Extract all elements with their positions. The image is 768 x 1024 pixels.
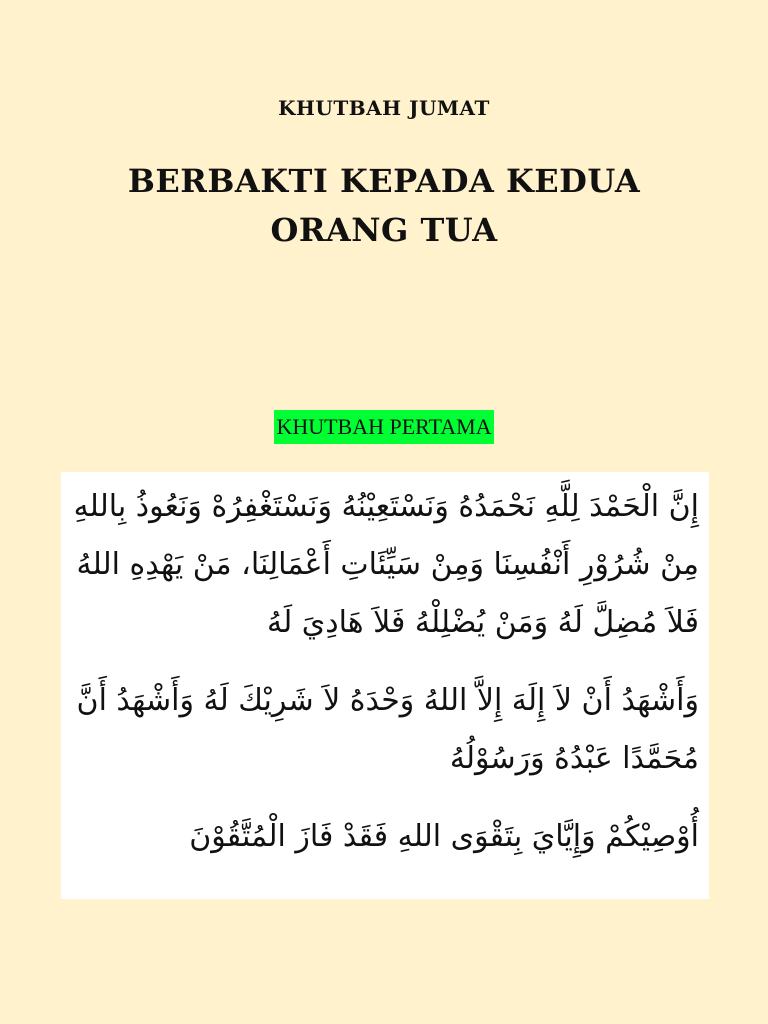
title-line-1: BERBAKTI KEPADA KEDUA (127, 162, 641, 200)
arabic-paragraph-2: وَأَشْهَدُ أَنْ لاَ إِلَهَ إِلاَّ اللهُ وَحْدَهُ لاَ شَرِيْكَ لَهُ وَأَشْهَدُ أَنَّ مُحَمَّدًا عَبْدُهُ وَرَسُوْلُهُ (76, 683, 699, 776)
title-line-2: ORANG TUA (270, 211, 498, 249)
document-subtitle: KHUTBAH JUMAT (278, 96, 490, 120)
section-label-highlight: KHUTBAH PERTAMA (274, 410, 493, 444)
section-heading (0, 410, 768, 444)
arabic-paragraph-3: أُوْصِيْكُمْ وَإِيَّايَ بِتَقْوَى اللهِ فَقَدْ فَازَ الْمُتَّقُوْنَ (189, 819, 699, 854)
document-title (0, 157, 768, 255)
arabic-text-box (61, 472, 709, 899)
arabic-paragraph-1: إِنَّ الْحَمْدَ لِلَّهِ نَحْمَدُهُ وَنَسْتَعِيْنُهُ وَنَسْتَغْفِرُهْ وَنَعُوذُ بِاللهِ مِنْ شُرُوْرِ أَنْفُسِنَا وَمِنْ سَيِّئَاتِ أَعْمَالِنَا، مَنْ يَهْدِهِ اللهُ فَلاَ مُضِلَّ لَهُ وَمَنْ يُضْلِلْهُ فَلاَ هَادِيَ لَهُ (73, 489, 699, 640)
